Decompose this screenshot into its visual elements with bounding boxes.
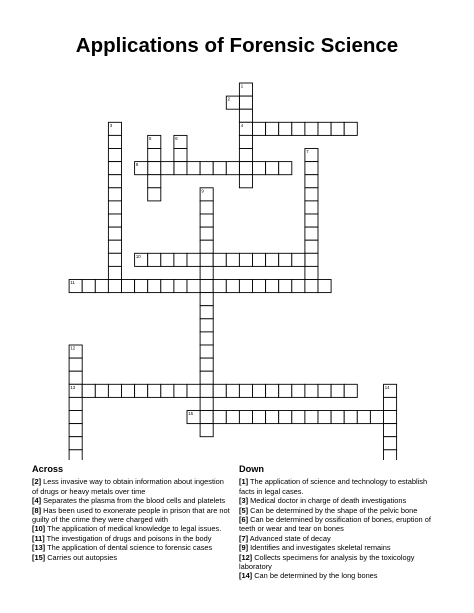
grid-cell[interactable] bbox=[213, 253, 226, 266]
grid-cell[interactable] bbox=[318, 384, 331, 397]
clue-across-8 bbox=[32, 506, 232, 525]
grid-cell[interactable] bbox=[266, 122, 279, 135]
across-heading: Across bbox=[32, 464, 64, 474]
grid-cell[interactable] bbox=[305, 214, 318, 227]
grid-cell[interactable] bbox=[200, 332, 213, 345]
grid-cell[interactable] bbox=[200, 306, 213, 319]
grid-cell[interactable] bbox=[384, 424, 397, 437]
grid-cell[interactable] bbox=[95, 384, 108, 397]
grid-cell[interactable] bbox=[279, 280, 292, 293]
grid-cell[interactable] bbox=[279, 411, 292, 424]
grid-cell[interactable] bbox=[148, 162, 161, 175]
clue-across-15 bbox=[32, 553, 232, 562]
grid-cell[interactable] bbox=[161, 162, 174, 175]
grid-cell[interactable] bbox=[305, 411, 318, 424]
grid-cell[interactable] bbox=[370, 411, 383, 424]
grid-cell[interactable] bbox=[82, 280, 95, 293]
grid-cell[interactable] bbox=[239, 162, 252, 175]
grid-cell[interactable] bbox=[305, 201, 318, 214]
grid-cell[interactable] bbox=[148, 280, 161, 293]
grid-cell[interactable] bbox=[200, 201, 213, 214]
grid-cell[interactable] bbox=[305, 188, 318, 201]
clue-text: Carries out autopsies bbox=[47, 552, 118, 562]
clue-number: [11] bbox=[32, 533, 45, 543]
clue-text: The application of medical knowledge to legal issues. bbox=[47, 524, 222, 534]
clue-number: [13] bbox=[32, 543, 46, 553]
cell-number: 11 bbox=[70, 280, 75, 286]
grid-cell[interactable] bbox=[331, 122, 344, 135]
grid-cell[interactable] bbox=[318, 280, 331, 293]
grid-cell[interactable] bbox=[226, 280, 239, 293]
cell-number: 14 bbox=[384, 384, 390, 390]
clue-number: [15] bbox=[32, 552, 46, 562]
clue-text: Collects specimens for analysis by the toxicology laboratory bbox=[239, 552, 415, 572]
clue-text: The application of science and technology to establish facts in legal cases. bbox=[239, 477, 428, 496]
grid-cell[interactable] bbox=[305, 384, 318, 397]
down-clues bbox=[239, 465, 444, 581]
grid-cell[interactable] bbox=[226, 384, 239, 397]
grid-cell[interactable] bbox=[253, 253, 266, 266]
grid-cell[interactable] bbox=[357, 411, 370, 424]
grid-cell[interactable] bbox=[187, 384, 200, 397]
grid-cell[interactable] bbox=[279, 122, 292, 135]
grid-cell[interactable] bbox=[108, 175, 121, 188]
grid-cell[interactable] bbox=[318, 411, 331, 424]
grid-cell[interactable] bbox=[253, 411, 266, 424]
cell-number: 7 bbox=[306, 149, 309, 155]
grid-cell[interactable] bbox=[292, 384, 305, 397]
grid-cell[interactable] bbox=[384, 450, 397, 460]
grid-cell[interactable] bbox=[200, 214, 213, 227]
grid-cell[interactable] bbox=[108, 162, 121, 175]
clue-down-3 bbox=[239, 496, 444, 505]
grid-cell[interactable] bbox=[148, 253, 161, 266]
grid-cell[interactable] bbox=[135, 280, 148, 293]
grid-cell[interactable] bbox=[292, 122, 305, 135]
grid-cell[interactable] bbox=[266, 411, 279, 424]
grid-cell[interactable] bbox=[239, 280, 252, 293]
grid-cell[interactable] bbox=[305, 162, 318, 175]
grid-cell[interactable] bbox=[69, 411, 82, 424]
clue-text: Has been used to exonerate people in prison that are not guilty of the crime they were charged with bbox=[32, 505, 230, 525]
grid-cell[interactable] bbox=[200, 227, 213, 240]
clue-across-13 bbox=[32, 543, 232, 552]
grid-cell[interactable] bbox=[253, 162, 266, 175]
clue-across-11 bbox=[32, 534, 232, 543]
cell-number: 8 bbox=[135, 162, 139, 168]
clue-text: The investigation of drugs and poisons in the body bbox=[46, 533, 212, 543]
grid-cell[interactable] bbox=[174, 149, 187, 162]
grid-cell[interactable] bbox=[384, 397, 397, 410]
cell-number: 3 bbox=[109, 122, 113, 128]
grid-cell[interactable] bbox=[200, 162, 213, 175]
grid-cell[interactable] bbox=[239, 109, 252, 122]
grid-cell[interactable] bbox=[292, 280, 305, 293]
clue-number: [9] bbox=[239, 543, 249, 553]
grid-cell[interactable] bbox=[200, 411, 213, 424]
grid-cell[interactable] bbox=[200, 424, 213, 437]
grid-cell[interactable] bbox=[318, 122, 331, 135]
grid-cell[interactable] bbox=[161, 280, 174, 293]
clue-down-14 bbox=[239, 571, 444, 580]
clue-number: [5] bbox=[239, 505, 249, 515]
grid-cell[interactable] bbox=[226, 253, 239, 266]
cell-number: 4 bbox=[240, 122, 244, 128]
clue-down-7 bbox=[239, 534, 444, 543]
grid-cell[interactable] bbox=[239, 175, 252, 188]
cell-number: 13 bbox=[70, 384, 76, 390]
grid-cell[interactable] bbox=[331, 384, 344, 397]
grid-cell[interactable] bbox=[213, 162, 226, 175]
grid-cell[interactable] bbox=[161, 253, 174, 266]
grid-cell[interactable] bbox=[384, 411, 397, 424]
cell-number: 9 bbox=[201, 188, 204, 194]
clue-text: Medical doctor in charge of death investigations bbox=[250, 496, 407, 506]
grid-cell[interactable] bbox=[200, 293, 213, 306]
grid-cell[interactable] bbox=[187, 280, 200, 293]
grid-cell[interactable] bbox=[108, 384, 121, 397]
grid-cell[interactable] bbox=[226, 162, 239, 175]
grid-cell[interactable] bbox=[253, 122, 266, 135]
grid-cell[interactable] bbox=[148, 149, 161, 162]
grid-cell[interactable] bbox=[200, 371, 213, 384]
cell-number: 12 bbox=[70, 345, 76, 351]
grid-cell[interactable] bbox=[200, 358, 213, 371]
grid-cell[interactable] bbox=[292, 253, 305, 266]
grid-cell[interactable] bbox=[82, 384, 95, 397]
grid-cell[interactable] bbox=[108, 266, 121, 279]
grid-cell[interactable] bbox=[213, 411, 226, 424]
grid-cell[interactable] bbox=[108, 149, 121, 162]
grid-cell[interactable] bbox=[213, 280, 226, 293]
grid-cell[interactable] bbox=[305, 266, 318, 279]
grid-cell[interactable] bbox=[108, 240, 121, 253]
grid-cell[interactable] bbox=[253, 280, 266, 293]
cell-number: 6 bbox=[175, 136, 178, 141]
grid-cell[interactable] bbox=[239, 253, 252, 266]
grid-cell[interactable] bbox=[108, 253, 121, 266]
grid-cell[interactable] bbox=[187, 253, 200, 266]
clue-down-1 bbox=[239, 477, 444, 496]
grid-cell[interactable] bbox=[108, 280, 121, 293]
clue-number: [6] bbox=[239, 515, 249, 525]
grid-cell[interactable] bbox=[266, 384, 279, 397]
grid-cell[interactable] bbox=[69, 371, 82, 384]
clue-text: Can be determined by the shape of the pelvic bone bbox=[250, 505, 418, 515]
grid-cell[interactable] bbox=[69, 424, 82, 437]
clue-text: Identifies and investigates skeletal remains bbox=[250, 543, 391, 553]
grid-cell[interactable] bbox=[148, 188, 161, 201]
down-heading: Down bbox=[239, 464, 265, 474]
grid-cell[interactable] bbox=[174, 384, 187, 397]
grid-cell[interactable] bbox=[122, 384, 135, 397]
clue-text: The application of dental science to forensic cases bbox=[47, 543, 213, 553]
grid-cell[interactable] bbox=[108, 214, 121, 227]
grid-cell[interactable] bbox=[148, 384, 161, 397]
grid-cell[interactable] bbox=[122, 280, 135, 293]
grid-cell[interactable] bbox=[305, 253, 318, 266]
cell-number: 1 bbox=[240, 83, 244, 89]
grid-cell[interactable] bbox=[384, 437, 397, 450]
grid-cell[interactable] bbox=[174, 253, 187, 266]
cell-number: 2 bbox=[227, 96, 230, 102]
grid-cell[interactable] bbox=[239, 96, 252, 109]
grid-cell[interactable] bbox=[279, 162, 292, 175]
puzzle-title: Applications of Forensic Science bbox=[75, 34, 399, 57]
grid-cell[interactable] bbox=[266, 280, 279, 293]
grid-cell[interactable] bbox=[266, 162, 279, 175]
grid-cell[interactable] bbox=[226, 411, 239, 424]
grid-cell[interactable] bbox=[69, 358, 82, 371]
cell-number: 15 bbox=[188, 411, 194, 417]
grid-cell[interactable] bbox=[200, 266, 213, 279]
clue-down-9 bbox=[239, 543, 444, 552]
grid-cell[interactable] bbox=[239, 384, 252, 397]
clue-number: [4] bbox=[32, 496, 42, 506]
grid-cell[interactable] bbox=[200, 280, 213, 293]
grid-cell[interactable] bbox=[239, 135, 252, 148]
clue-number: [12] bbox=[239, 552, 253, 562]
grid-cell[interactable] bbox=[108, 201, 121, 214]
clue-number: [10] bbox=[32, 524, 46, 534]
clue-text: Advanced state of decay bbox=[249, 533, 331, 543]
grid-cell[interactable] bbox=[95, 280, 108, 293]
grid-cell[interactable] bbox=[108, 188, 121, 201]
grid-cell[interactable] bbox=[108, 135, 121, 148]
grid-cell[interactable] bbox=[239, 411, 252, 424]
cell-number: 5 bbox=[149, 136, 152, 141]
grid-cell[interactable] bbox=[200, 319, 213, 332]
clue-number: [8] bbox=[32, 505, 42, 515]
grid-cell[interactable] bbox=[266, 253, 279, 266]
clue-down-12 bbox=[239, 553, 444, 572]
grid-cell[interactable] bbox=[200, 345, 213, 358]
grid-cell[interactable] bbox=[344, 411, 357, 424]
grid-cell[interactable] bbox=[135, 384, 148, 397]
clue-across-2 bbox=[32, 477, 232, 496]
grid-cell[interactable] bbox=[344, 384, 357, 397]
grid-cell[interactable] bbox=[200, 397, 213, 410]
grid-cell[interactable] bbox=[200, 384, 213, 397]
grid-cell[interactable] bbox=[161, 384, 174, 397]
clue-number: [3] bbox=[239, 496, 249, 506]
grid-cell[interactable] bbox=[305, 175, 318, 188]
grid-cell[interactable] bbox=[305, 122, 318, 135]
grid-cell[interactable] bbox=[69, 397, 82, 410]
grid-cell[interactable] bbox=[174, 162, 187, 175]
grid-cell[interactable] bbox=[253, 384, 266, 397]
grid-cell[interactable] bbox=[174, 280, 187, 293]
grid-cell[interactable] bbox=[292, 411, 305, 424]
grid-cell[interactable] bbox=[239, 149, 252, 162]
cell-number: 10 bbox=[135, 253, 141, 259]
grid-cell[interactable] bbox=[279, 253, 292, 266]
grid-cell[interactable] bbox=[305, 240, 318, 253]
grid-cell[interactable] bbox=[305, 227, 318, 240]
across-clues bbox=[32, 465, 232, 562]
grid-cell[interactable] bbox=[148, 175, 161, 188]
clue-text: Can be determined by the long bones bbox=[254, 571, 378, 581]
grid-cell[interactable] bbox=[213, 384, 226, 397]
clue-down-5 bbox=[239, 506, 444, 515]
grid-cell[interactable] bbox=[69, 450, 82, 460]
clue-number: [14] bbox=[239, 571, 253, 581]
grid-cell[interactable] bbox=[187, 162, 200, 175]
grid-cell[interactable] bbox=[69, 437, 82, 450]
clue-number: [7] bbox=[239, 533, 249, 543]
grid-cell[interactable] bbox=[305, 280, 318, 293]
grid-cell[interactable] bbox=[331, 411, 344, 424]
clue-down-6 bbox=[239, 515, 444, 534]
clue-text: Can be determined by ossification of bones, eruption of teeth or wear and tear on bones bbox=[239, 515, 431, 534]
grid-cell[interactable] bbox=[279, 384, 292, 397]
clue-number: [1] bbox=[239, 477, 249, 487]
clue-number: [2] bbox=[32, 477, 42, 487]
clue-text: Less invasive way to obtain information about ingestion of drugs or heavy metals over time bbox=[32, 477, 224, 496]
grid-cell[interactable] bbox=[200, 240, 213, 253]
grid-cell[interactable] bbox=[200, 253, 213, 266]
grid-cell[interactable] bbox=[344, 122, 357, 135]
clue-text: Separates the plasma from the blood cells and platelets bbox=[43, 496, 226, 506]
grid-cell[interactable] bbox=[108, 227, 121, 240]
clue-across-10 bbox=[32, 524, 232, 533]
clue-across-4 bbox=[32, 496, 232, 505]
